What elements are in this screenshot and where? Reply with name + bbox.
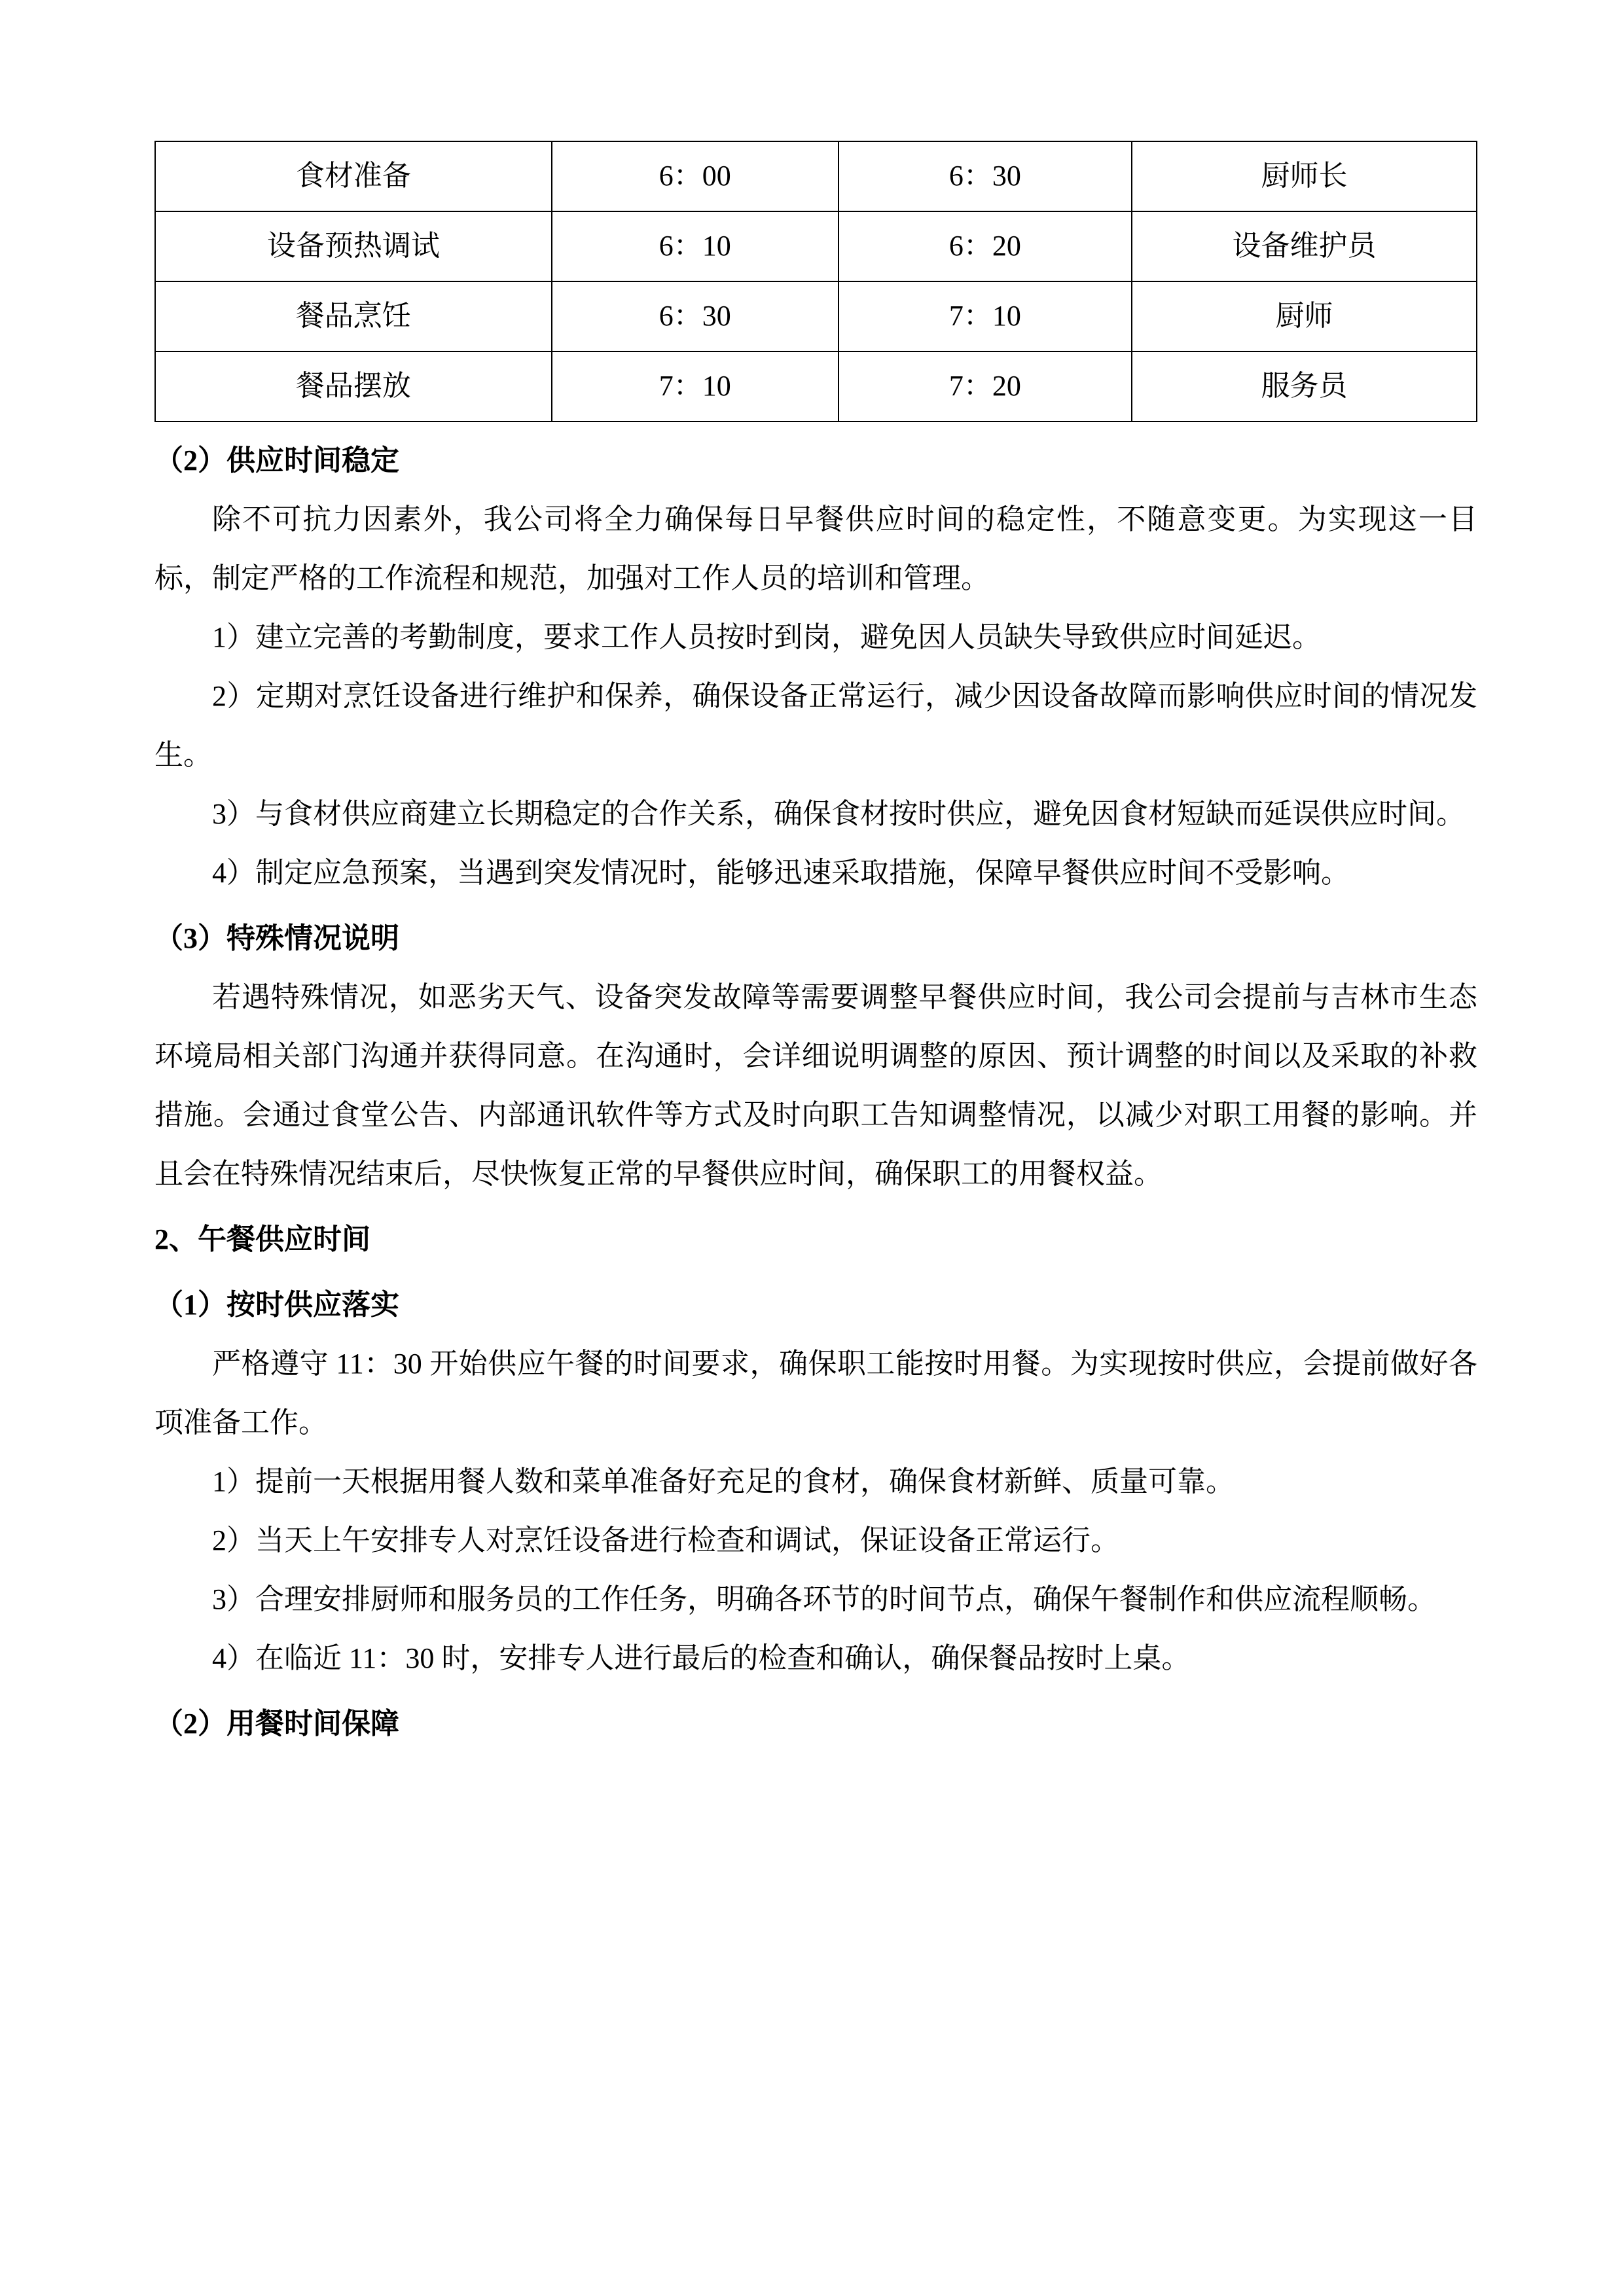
paragraph-lunch-item-1: 1）提前一天根据用餐人数和菜单准备好充足的食材，确保食材新鲜、质量可靠。 [212,1465,1235,1498]
heading-lunch-ontime: （1）按时供应落实 [154,1289,399,1321]
paragraph-lunch-item-2: 2）当天上午安排专人对烹饪设备进行检查和调试，保证设备正常运行。 [212,1524,1119,1556]
paragraph-stable-item-3: 3）与食材供应商建立长期稳定的合作关系，确保食材按时供应，避免因食材短缺而延误供应时间。 [212,798,1465,830]
paragraph-stable-item-4: 4）制定应急预案，当遇到突发情况时，能够迅速采取措施，保障早餐供应时间不受影响。 [212,857,1350,889]
paragraph-lunch-intro: 严格遵守 11：30 开始供应午餐的时间要求，确保职工能按时用餐。为实现按时供应，会提前做好各项准备工作。 [154,1348,1477,1439]
schedule-table [154,141,1477,422]
start-cell: 7：10 [552,351,839,422]
paragraph-lunch-item-3: 3）合理安排厨师和服务员的工作任务，明确各环节的时间节点，确保午餐制作和供应流程顺畅。 [212,1583,1436,1615]
start-cell: 6：30 [552,281,839,351]
start-cell: 6：10 [552,211,839,281]
end-cell: 7：20 [839,351,1132,422]
heading-supply-stable: （2）供应时间稳定 [154,444,399,476]
table-row [155,281,1477,351]
role-cell: 设备维护员 [1132,211,1477,281]
document-body [154,431,1477,1753]
end-cell: 6：20 [839,211,1132,281]
task-cell: 设备预热调试 [155,211,552,281]
paragraph-stable-item-2: 2）定期对烹饪设备进行维护和保养，确保设备正常运行，减少因设备故障而影响供应时间的情况发生。 [154,680,1477,771]
end-cell: 7：10 [839,281,1132,351]
task-cell: 餐品烹饪 [155,281,552,351]
paragraph-lunch-item-4: 4）在临近 11：30 时，安排专人进行最后的检查和确认，确保餐品按时上桌。 [212,1642,1191,1674]
heading-meal-guarantee: （2）用餐时间保障 [154,1708,399,1740]
role-cell: 厨师 [1132,281,1477,351]
end-cell: 6：30 [839,141,1132,211]
table-row [155,351,1477,422]
heading-lunch-supply: 2、午餐供应时间 [154,1223,370,1255]
paragraph-stable-intro: 除不可抗力因素外，我公司将全力确保每日早餐供应时间的稳定性，不随意变更。为实现这一目标，制定严格的工作流程和规范，加强对工作人员的培训和管理。 [154,503,1477,594]
role-cell: 厨师长 [1132,141,1477,211]
table-row [155,141,1477,211]
heading-special-cases: （3）特殊情况说明 [154,922,399,954]
task-cell: 餐品摆放 [155,351,552,422]
paragraph-special-cases: 若遇特殊情况，如恶劣天气、设备突发故障等需要调整早餐供应时间，我公司会提前与吉林市生态环境局相关部门沟通并获得同意。在沟通时，会详细说明调整的原因、预计调整的时间以及采取的补救措施。会通过食堂公告、内部通讯软件等方式及时向职工告知调整情况，以减少对职工用餐的影响。并且会在特殊情况结束后，尽快恢复正常的早餐供应时间，确保职工的用餐权益。 [154,981,1477,1190]
task-cell: 食材准备 [155,141,552,211]
start-cell: 6：00 [552,141,839,211]
paragraph-stable-item-1: 1）建立完善的考勤制度，要求工作人员按时到岗，避免因人员缺失导致供应时间延迟。 [212,621,1321,653]
table-row [155,211,1477,281]
role-cell: 服务员 [1132,351,1477,422]
